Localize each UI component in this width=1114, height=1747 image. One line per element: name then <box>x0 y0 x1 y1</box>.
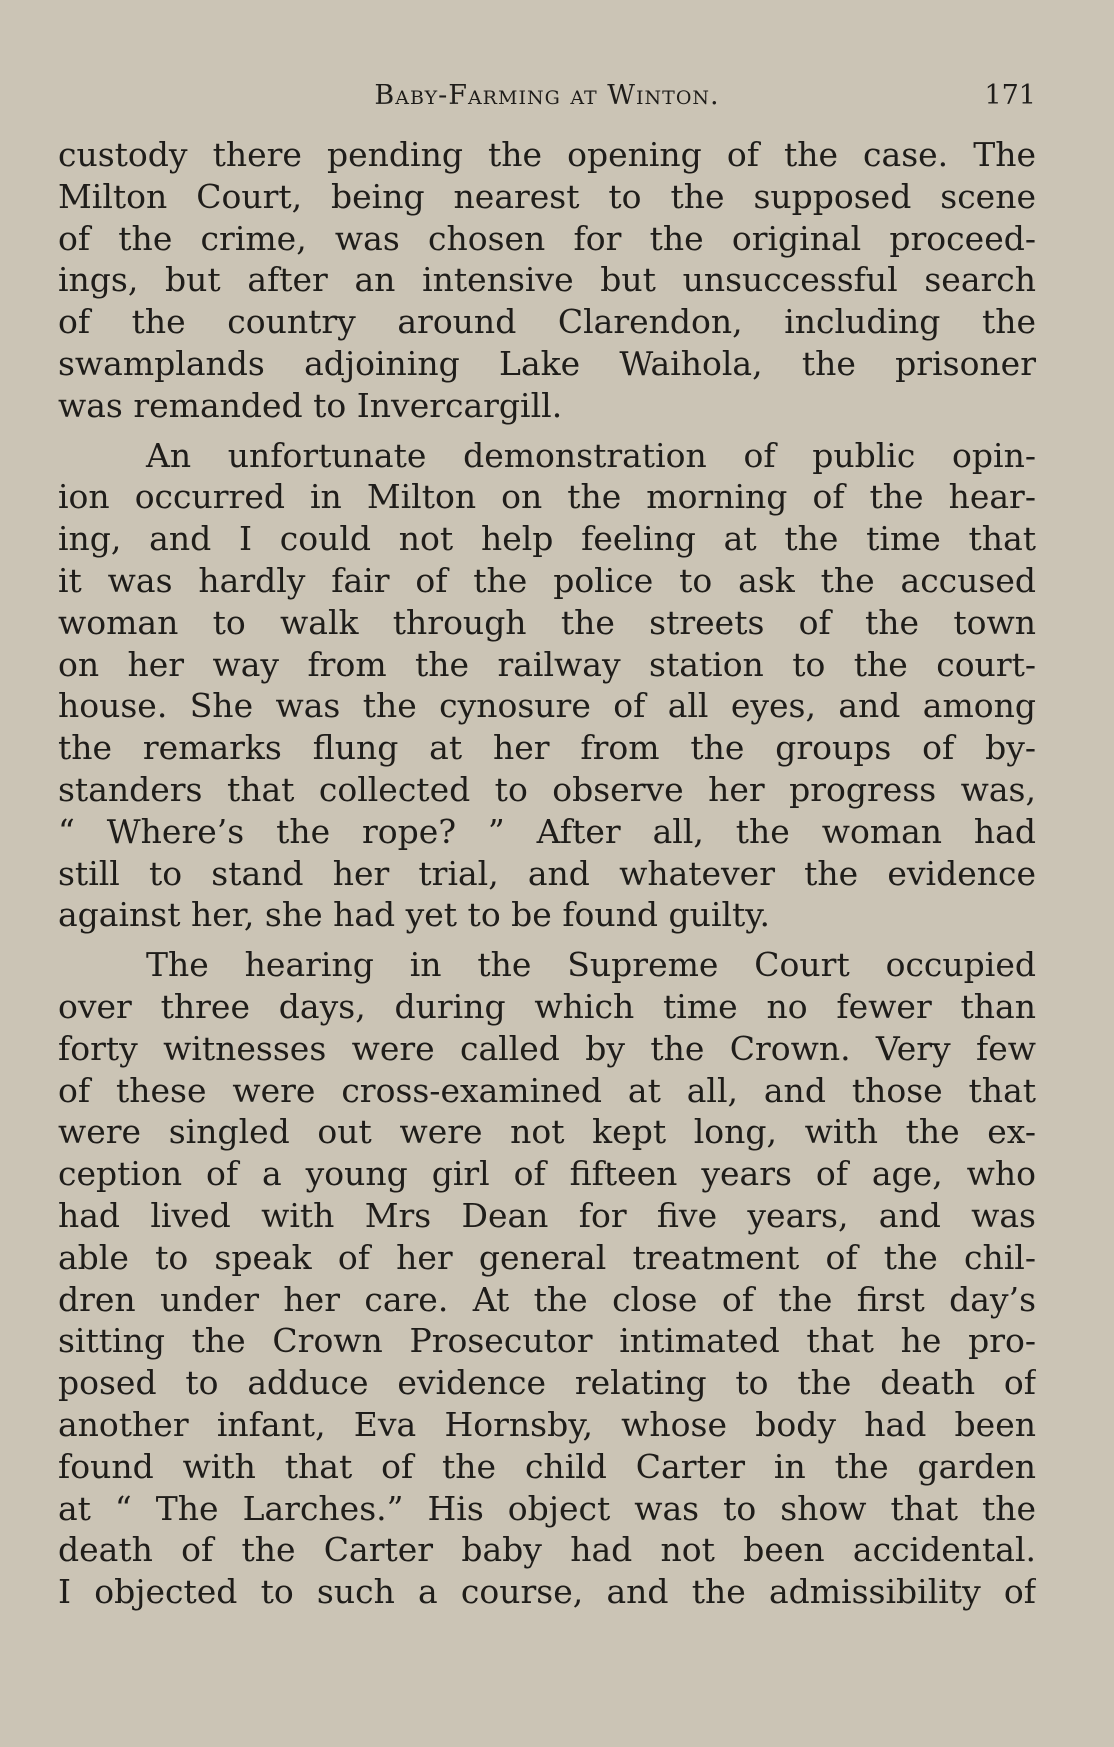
text-line: standers that collected to observe her progress was, <box>58 769 1036 809</box>
text-line: The hearing in the Supreme Court occupied <box>146 945 1036 985</box>
text-line: on her way from the railway station to the court- <box>58 644 1036 684</box>
paragraph-1 <box>58 134 1036 427</box>
text-line: were singled out were not kept long, with the ex- <box>58 1112 1036 1152</box>
text-line: of the country around Clarendon, including the <box>58 302 1036 342</box>
text-line: still to stand her trial, and whatever the evidence <box>58 853 1036 893</box>
text-line: swamplands adjoining Lake Waihola, the prisoner <box>58 343 1036 383</box>
text-line: found with that of the child Carter in the garden <box>58 1446 1036 1486</box>
text-line: ion occurred in Milton on the morning of the hear- <box>58 477 1036 517</box>
running-head <box>58 74 1036 118</box>
text-line: ings, but after an intensive but unsuccessful search <box>58 260 1036 300</box>
text-line: An unfortunate demonstration of public opin- <box>146 435 1036 475</box>
text-line: of the crime, was chosen for the original proceed- <box>58 218 1036 258</box>
text-line: another infant, Eva Hornsby, whose body had been <box>58 1404 1036 1444</box>
text-line: of these were cross-examined at all, and those that <box>58 1070 1036 1110</box>
text-line: house. She was the cynosure of all eyes, and among <box>58 686 1036 726</box>
text-line: custody there pending the opening of the case. The <box>58 135 1036 174</box>
page-number: 171 <box>984 80 1036 111</box>
text-line: Milton Court, being nearest to the supposed scene <box>58 176 1036 216</box>
text-line: ception of a young girl of fifteen years of age, who <box>58 1154 1036 1194</box>
paragraph-3 <box>58 944 1036 1613</box>
text-line: dren under her care. At the close of the first day’s <box>58 1279 1036 1319</box>
text-line: I objected to such a course, and the admissibility of <box>58 1572 1036 1612</box>
text-line: over three days, during which time no fewer than <box>58 986 1036 1026</box>
text-line: it was hardly fair of the police to ask the accused <box>58 560 1036 600</box>
text-line: “ Where’s the rope? ” After all, the woman had <box>58 811 1036 851</box>
text-line: was remanded to Invercargill. <box>58 385 563 425</box>
text-line: against her, she had yet to be found guilty. <box>58 895 771 935</box>
text-line: sitting the Crown Prosecutor intimated that he pro- <box>58 1321 1036 1361</box>
text-line: the remarks flung at her from the groups of by- <box>58 728 1036 768</box>
text-line: forty witnesses were called by the Crown. Very few <box>58 1028 1036 1068</box>
text-line: posed to adduce evidence relating to the death of <box>58 1363 1036 1403</box>
text-line: ing, and I could not help feeling at the time that <box>58 519 1036 559</box>
running-title: Baby-Farming at Winton. <box>374 80 720 111</box>
paragraph-2 <box>58 435 1036 937</box>
text-line: able to speak of her general treatment of the chil- <box>58 1237 1036 1277</box>
text-line: woman to walk through the streets of the town <box>58 602 1036 642</box>
body-text <box>58 134 1036 1621</box>
text-line: death of the Carter baby had not been accidental. <box>58 1530 1036 1570</box>
text-line: at “ The Larches.” His object was to show that the <box>58 1488 1036 1528</box>
text-line: had lived with Mrs Dean for five years, and was <box>58 1195 1036 1235</box>
